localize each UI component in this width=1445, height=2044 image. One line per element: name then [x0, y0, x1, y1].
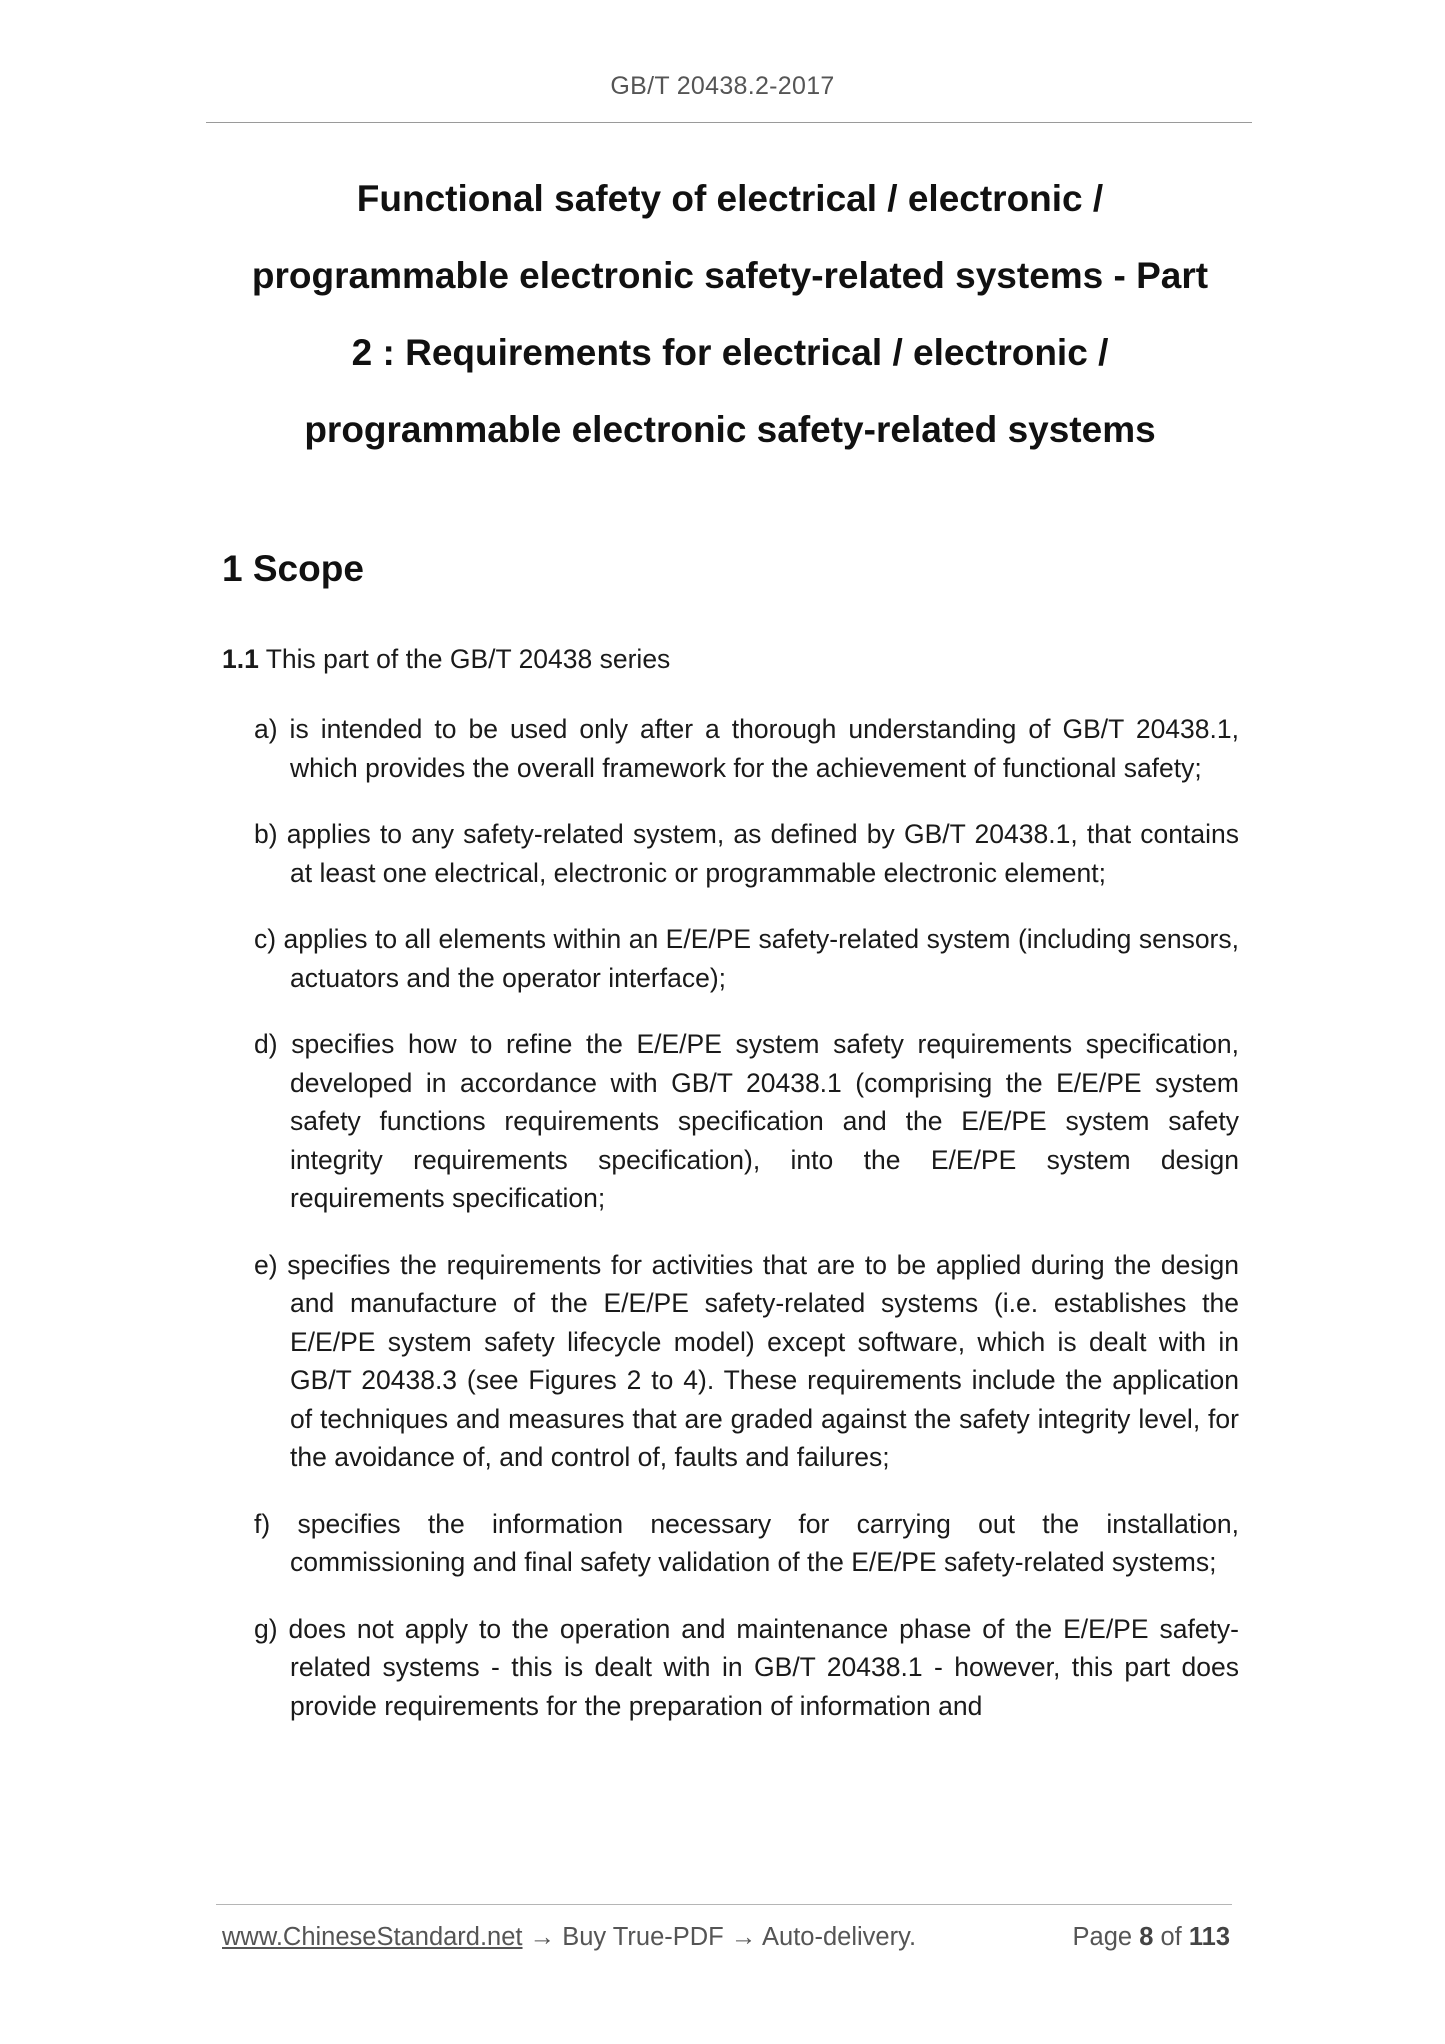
website-link[interactable]: www.ChineseStandard.net	[222, 1923, 523, 1951]
page-total: 113	[1188, 1923, 1230, 1951]
of-label: of	[1160, 1923, 1182, 1951]
list-item: a) is intended to be used only after a thorough understanding of GB/T 20438.1, which provides the overall framework for the achievement of functional safety;	[254, 714, 1239, 783]
scope-list	[254, 710, 1239, 1753]
header-divider	[206, 122, 1252, 123]
clause-number: 1.1	[222, 644, 259, 674]
title-line: Functional safety of electrical / electronic /	[356, 178, 1104, 219]
list-item: f) specifies the information necessary for carrying out the installation, commissioning and final safety validation of the E/E/PE safety-related systems;	[254, 1508, 1239, 1577]
title-line: programmable electronic safety-related systems	[304, 409, 1156, 450]
list-item: b) applies to any safety-related system, as defined by GB/T 20438.1, that contains at least one electrical, electronic or programmable electronic element;	[254, 819, 1239, 888]
arrow-icon: →	[730, 1923, 757, 1951]
delivery-text: Auto-delivery.	[762, 1923, 917, 1951]
footer-divider	[216, 1904, 1232, 1905]
page-number	[1040, 1923, 1230, 1952]
running-header: GB/T 20438.2-2017	[610, 72, 835, 100]
footer-promo	[222, 1923, 916, 1952]
page-label: Page	[1072, 1923, 1133, 1951]
list-item: c) applies to all elements within an E/E/PE safety-related system (including sensors, actuators and the operator interface);	[254, 924, 1239, 993]
document-title	[200, 160, 1260, 468]
section-heading: 1 Scope	[222, 548, 364, 589]
title-line: 2 : Requirements for electrical / electronic /	[351, 332, 1109, 373]
clause-1-1	[222, 644, 670, 675]
clause-text: This part of the GB/T 20438 series	[265, 644, 671, 674]
title-line: programmable electronic safety-related systems - Part	[251, 255, 1209, 296]
list-item: d) specifies how to refine the E/E/PE system safety requirements specification, developed in accordance with GB/T 20438.1 (comprising the E/E/PE system safety functions requirements specification and the E/E/PE system safety integrity requirements specification), into the E/E/PE system design requirements specification;	[254, 1029, 1239, 1213]
buy-text: Buy True-PDF	[562, 1923, 724, 1951]
page-current: 8	[1139, 1923, 1154, 1951]
list-item: g) does not apply to the operation and maintenance phase of the E/E/PE safety-related systems - this is dealt with in GB/T 20438.1 - however, this part does provide requirements for the preparation of information and	[254, 1613, 1239, 1721]
arrow-icon: →	[529, 1923, 556, 1951]
list-item: e) specifies the requirements for activities that are to be applied during the design and manufacture of the E/E/PE safety-related systems (i.e. establishes the E/E/PE system safety lifecycle model) except software, which is dealt with in GB/T 20438.3 (see Figures 2 to 4). These requirements include the application of techniques and measures that are graded against the safety integrity level, for the avoidance of, and control of, faults and failures;	[254, 1249, 1239, 1472]
